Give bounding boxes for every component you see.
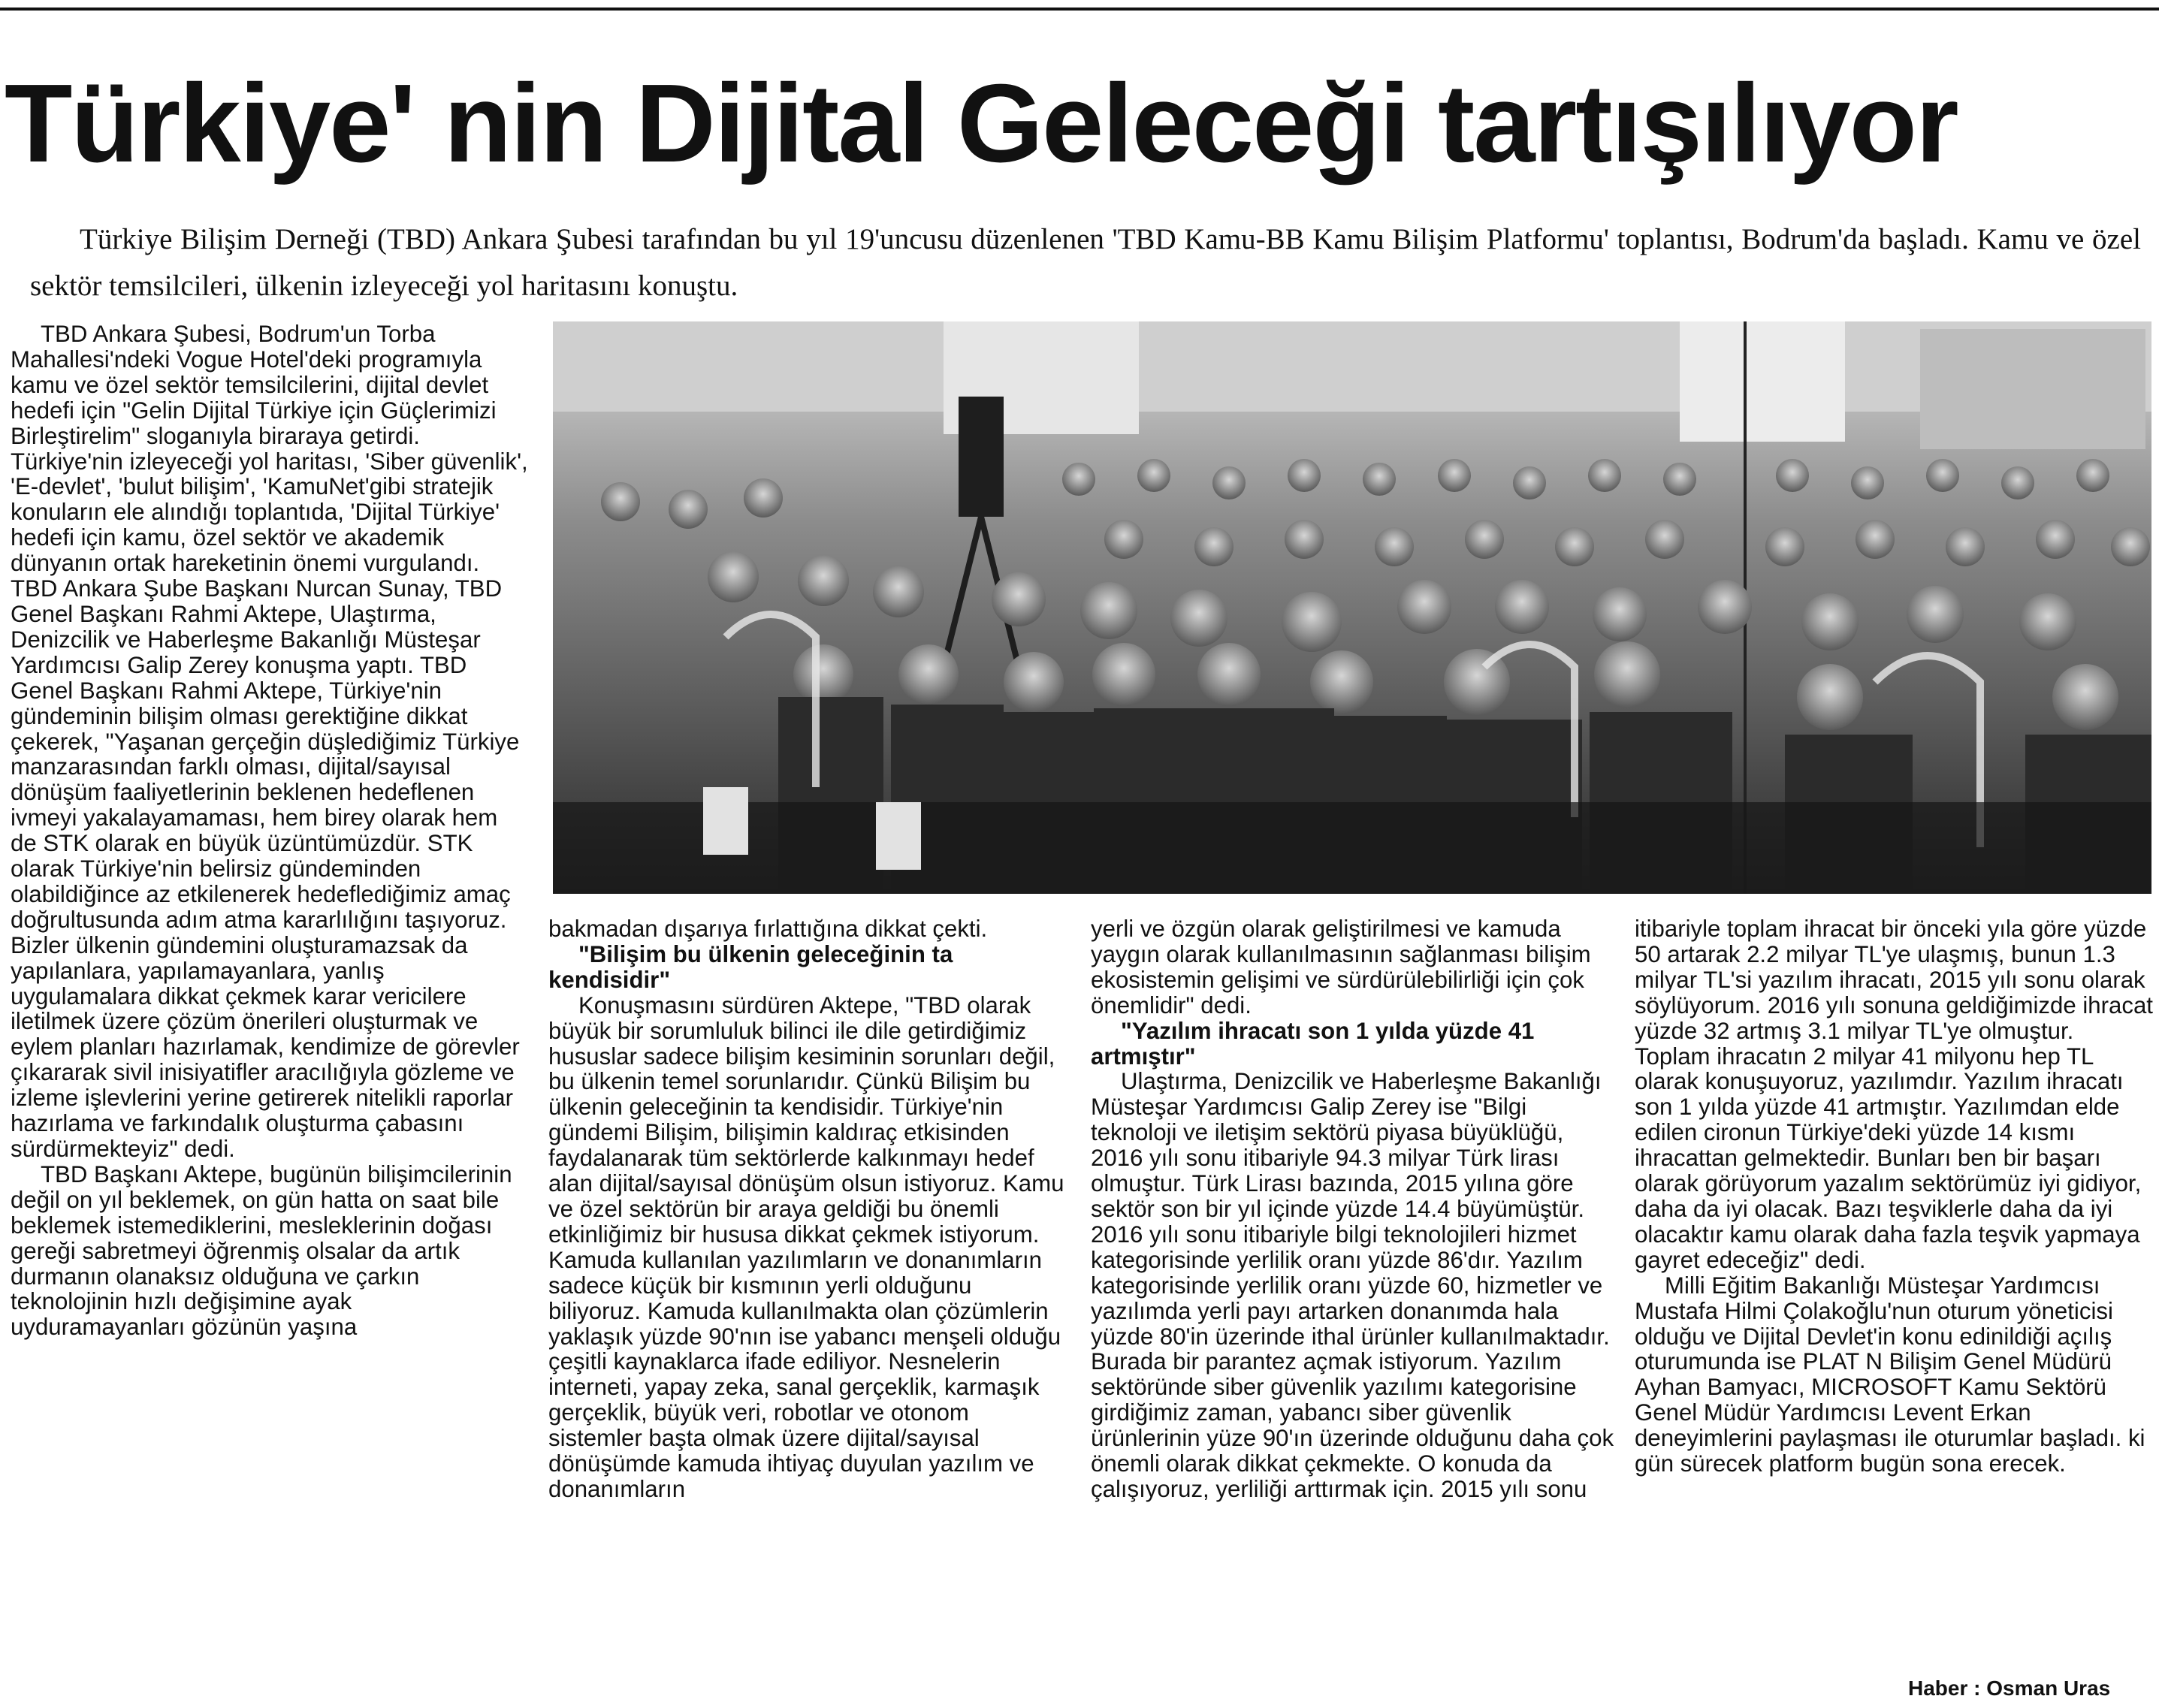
conference-audience-image (553, 321, 2151, 894)
col1-paragraph-2: TBD Başkanı Aktepe, bugünün bilişimcilerinin değil on yıl beklemek, on gün hatta on saat bile beklemek istemediklerini, mesleklerinin doğası gereği sabretmeyi öğrenmiş olsalar da artık durmanın olanaksız olduğuna ve çarkın teknolojinin hızlı değişimine ayak uyduramayanları gözünün yaşına (11, 1160, 512, 1341)
column-3 (1091, 916, 1617, 1502)
lead-paragraph: Türkiye Bilişim Derneği (TBD) Ankara Şubesi tarafından bu yıl 19'uncusu düzenlenen 'TBD Kamu-BB Kamu Bilişim Platformu' toplantısı, Bodrum'da başladı. Kamu ve özel sektör temsilcileri, ülkenin izleyeceği yol haritasını konuştu. (30, 223, 2141, 302)
column-4 (1635, 916, 2153, 1477)
byline-credit: Haber : Osman Uras (1908, 1676, 2111, 1700)
headline: Türkiye' nin Dijital Geleceği tartışılıyor (5, 62, 1958, 186)
col3-paragraph-1: yerli ve özgün olarak geliştirilmesi ve kamuda yaygın olarak kullanılmasının sağlanması bilişim ekosistemin gelişimi ve sürdürülebilirliği için çok önemlidir" dedi. (1091, 916, 1591, 1018)
column-1 (11, 321, 529, 1340)
top-rule (0, 8, 2159, 11)
conference-photo (553, 321, 2151, 894)
col4-paragraph-1: itibariyle toplam ihracat bir önceki yıla göre yüzde 50 artarak 2.2 milyar TL'ye ulaşmış, bunun 1.3 milyar TL'si yazılım ihracatı, 2015 yılı sonu olarak söylüyorum. 2016 yılı sonuna geldiğimizde ihracat yüzde 32 artmış 3.1 milyar TL'ye olmuştur. Toplam ihracatın 2 milyar 41 milyonu hep TL olarak konuşuyoruz, yazılımdır. Yazılım ihracatı son 1 yılda yüzde 41 artmıştır. Yazılımdan elde edilen cironun Türkiye'deki yüzde 14 kısmı ihracattan gelmektedir. Bunları ben bir başarı olarak görüyorum yazalım sektörümüz iyi gidiyor, daha da iyi olacak. Bazı teşviklerle daha da iyi olacaktır kamu olarak daha fazla teşvik yapmaya gayret edeceğiz" dedi. (1635, 916, 2153, 1273)
col2-paragraph-2: Konuşmasını sürdüren Aktepe, "TBD olarak büyük bir sorumluluk bilinci ile dile getirdiğimiz hususlar sadece bilişim kesiminin sorunları değil, bu ülkenin temel sorunlarıdır. Çünkü Bilişim bu ülkenin geleceğinin ta kendisidir. Türkiye'nin gündemi Bilişim, bilişimin kaldıraç etkisinden faydalanarak tüm sektörlerde kalkınmayı hedef alan dijital/sayısal dönüşüm olsun istiyoruz. Kamu ve özel sektörün bir araya geldiği bu önemli etkinliğimiz bir hususa dikkat çekmek istiyorum. Kamuda kullanılan yazılımların ve donanımların sadece küçük bir kısmının yerli olduğunu biliyoruz. Kamuda kullanılmakta olan çözümlerin yaklaşık yüzde 90'nın ise yabancı menşeli olduğu çeşitli kaynaklarca ifade ediliyor. Nesnelerin interneti, yapay zeka, sanal gerçeklik, karmaşık gerçeklik, büyük veri, robotlar ve otonom sistemler başta olmak üzere dijital/sayısal dönüşümde kamuda ihtiyaç duyulan yazılım ve donanımların (548, 991, 1064, 1502)
col2-subheading: "Bilişim bu ülkenin geleceğinin ta kendisidir" (548, 940, 953, 993)
col3-subheading: "Yazılım ihracatı son 1 yılda yüzde 41 artmıştır" (1091, 1017, 1535, 1070)
column-2 (548, 916, 1067, 1502)
col1-paragraph-1: TBD Ankara Şubesi, Bodrum'un Torba Mahallesi'ndeki Vogue Hotel'deki programıyla kamu ve özel sektör temsilcilerini, dijital devlet hedefi için "Gelin Dijital Türkiye için Güçlerimizi Birleştirelim" sloganıyla biraraya getirdi. Türkiye'nin izleyeceği yol haritası, 'Siber güvenlik', 'E-devlet', 'bulut bilişim', 'KamuNet'gibi stratejik konuların ele alındığı toplantıda, 'Dijital Türkiye' hedefi için kamu, özel sektör ve akademik dünyanın ortak hareketinin önemi vurgulandı. TBD Ankara Şube Başkanı Nurcan Sunay, TBD Genel Başkanı Rahmi Aktepe, Ulaştırma, Denizcilik ve Haberleşme Bakanlığı Müsteşar Yardımcısı Galip Zerey konuşma yaptı. TBD Genel Başkanı Rahmi Aktepe, Türkiye'nin gündeminin bilişim olması gerektiğine dikkat çekerek, "Yaşanan gerçeğin düşlediğimiz Türkiye manzarasından farklı olması, dijital/sayısal dönüşüm faaliyetlerinin beklenen hedeflenen ivmeyi yakalayamaması, hem birey olarak hem de STK olarak en büyük üzüntümüzdür. STK olarak Türkiye'nin belirsiz gündeminden olabildiğince az etkilenerek hedeflediğimiz amaç doğrultusunda adım atma kararlılığını taşıyoruz. Bizler ülkenin gündemini oluşturamazsak da yapılanlara, yapılamayanlara, yanlış uygulamalara dikkat çekmek karar vericilere iletilmek üzere çözüm önerileri oluşturmak ve eylem planları hazırlamak, kendimize de görevler çıkararak sivil inisiyatifler aracılığıyla gözleme ve izleme işlevlerini yerine getirerek nitelikli raporlar hazırlama ve farkındalık oluşturma çabasını sürdürmekteyiz" dedi. (11, 321, 528, 1162)
col4-paragraph-2: Milli Eğitim Bakanlığı Müsteşar Yardımcısı Mustafa Hilmi Çolakoğlu'nun oturum yöneticisi olduğu ve Dijital Devlet'in konu edinildiği açılış oturumunda ise PLAT N Bilişim Genel Müdürü Ayhan Bamyacı, MICROSOFT Kamu Sektörü Genel Müdür Yardımcısı Levent Erkan deneyimlerini paylaşması ile oturumlar başladı. ki gün sürecek platform bugün sona erecek. (1635, 1272, 2145, 1477)
col2-paragraph-1: bakmadan dışarıya fırlattığına dikkat çekti. (548, 916, 988, 942)
col3-paragraph-2: Ulaştırma, Denizcilik ve Haberleşme Bakanlığı Müsteşar Yardımcısı Galip Zerey ise "Bilgi teknoloji ve iletişim sektörü piyasa büyüklüğü, 2016 yılı sonu itibariyle 94.3 milyar Türk lirası olmuştur. Türk Lirası bazında, 2015 yılına göre sektör son bir yıl içinde yüzde 14.4 büyümüştür. 2016 yılı sonu itibariyle bilgi teknolojileri hizmet kategorisinde yerlilik oranı yüzde 86'dır. Yazılım kategorisinde yerlilik oranı yüzde 60, hizmetler ve yazılımda yerli payı artarken donanımda hala yüzde 80'in üzerinde ithal ürünler kullanılmaktadır. Burada bir parantez açmak istiyorum. Yazılım sektöründe siber güvenlik yazılımı kategorisine girdiğimiz zaman, yabancı siber güvenlik ürünlerinin yüze 90'ın üzerinde olduğunu daha çok önemli olarak dikkat çekmekte. O konuda da çalışıyoruz, yerliliği arttırmak için. 2015 yılı sonu (1091, 1068, 1614, 1502)
